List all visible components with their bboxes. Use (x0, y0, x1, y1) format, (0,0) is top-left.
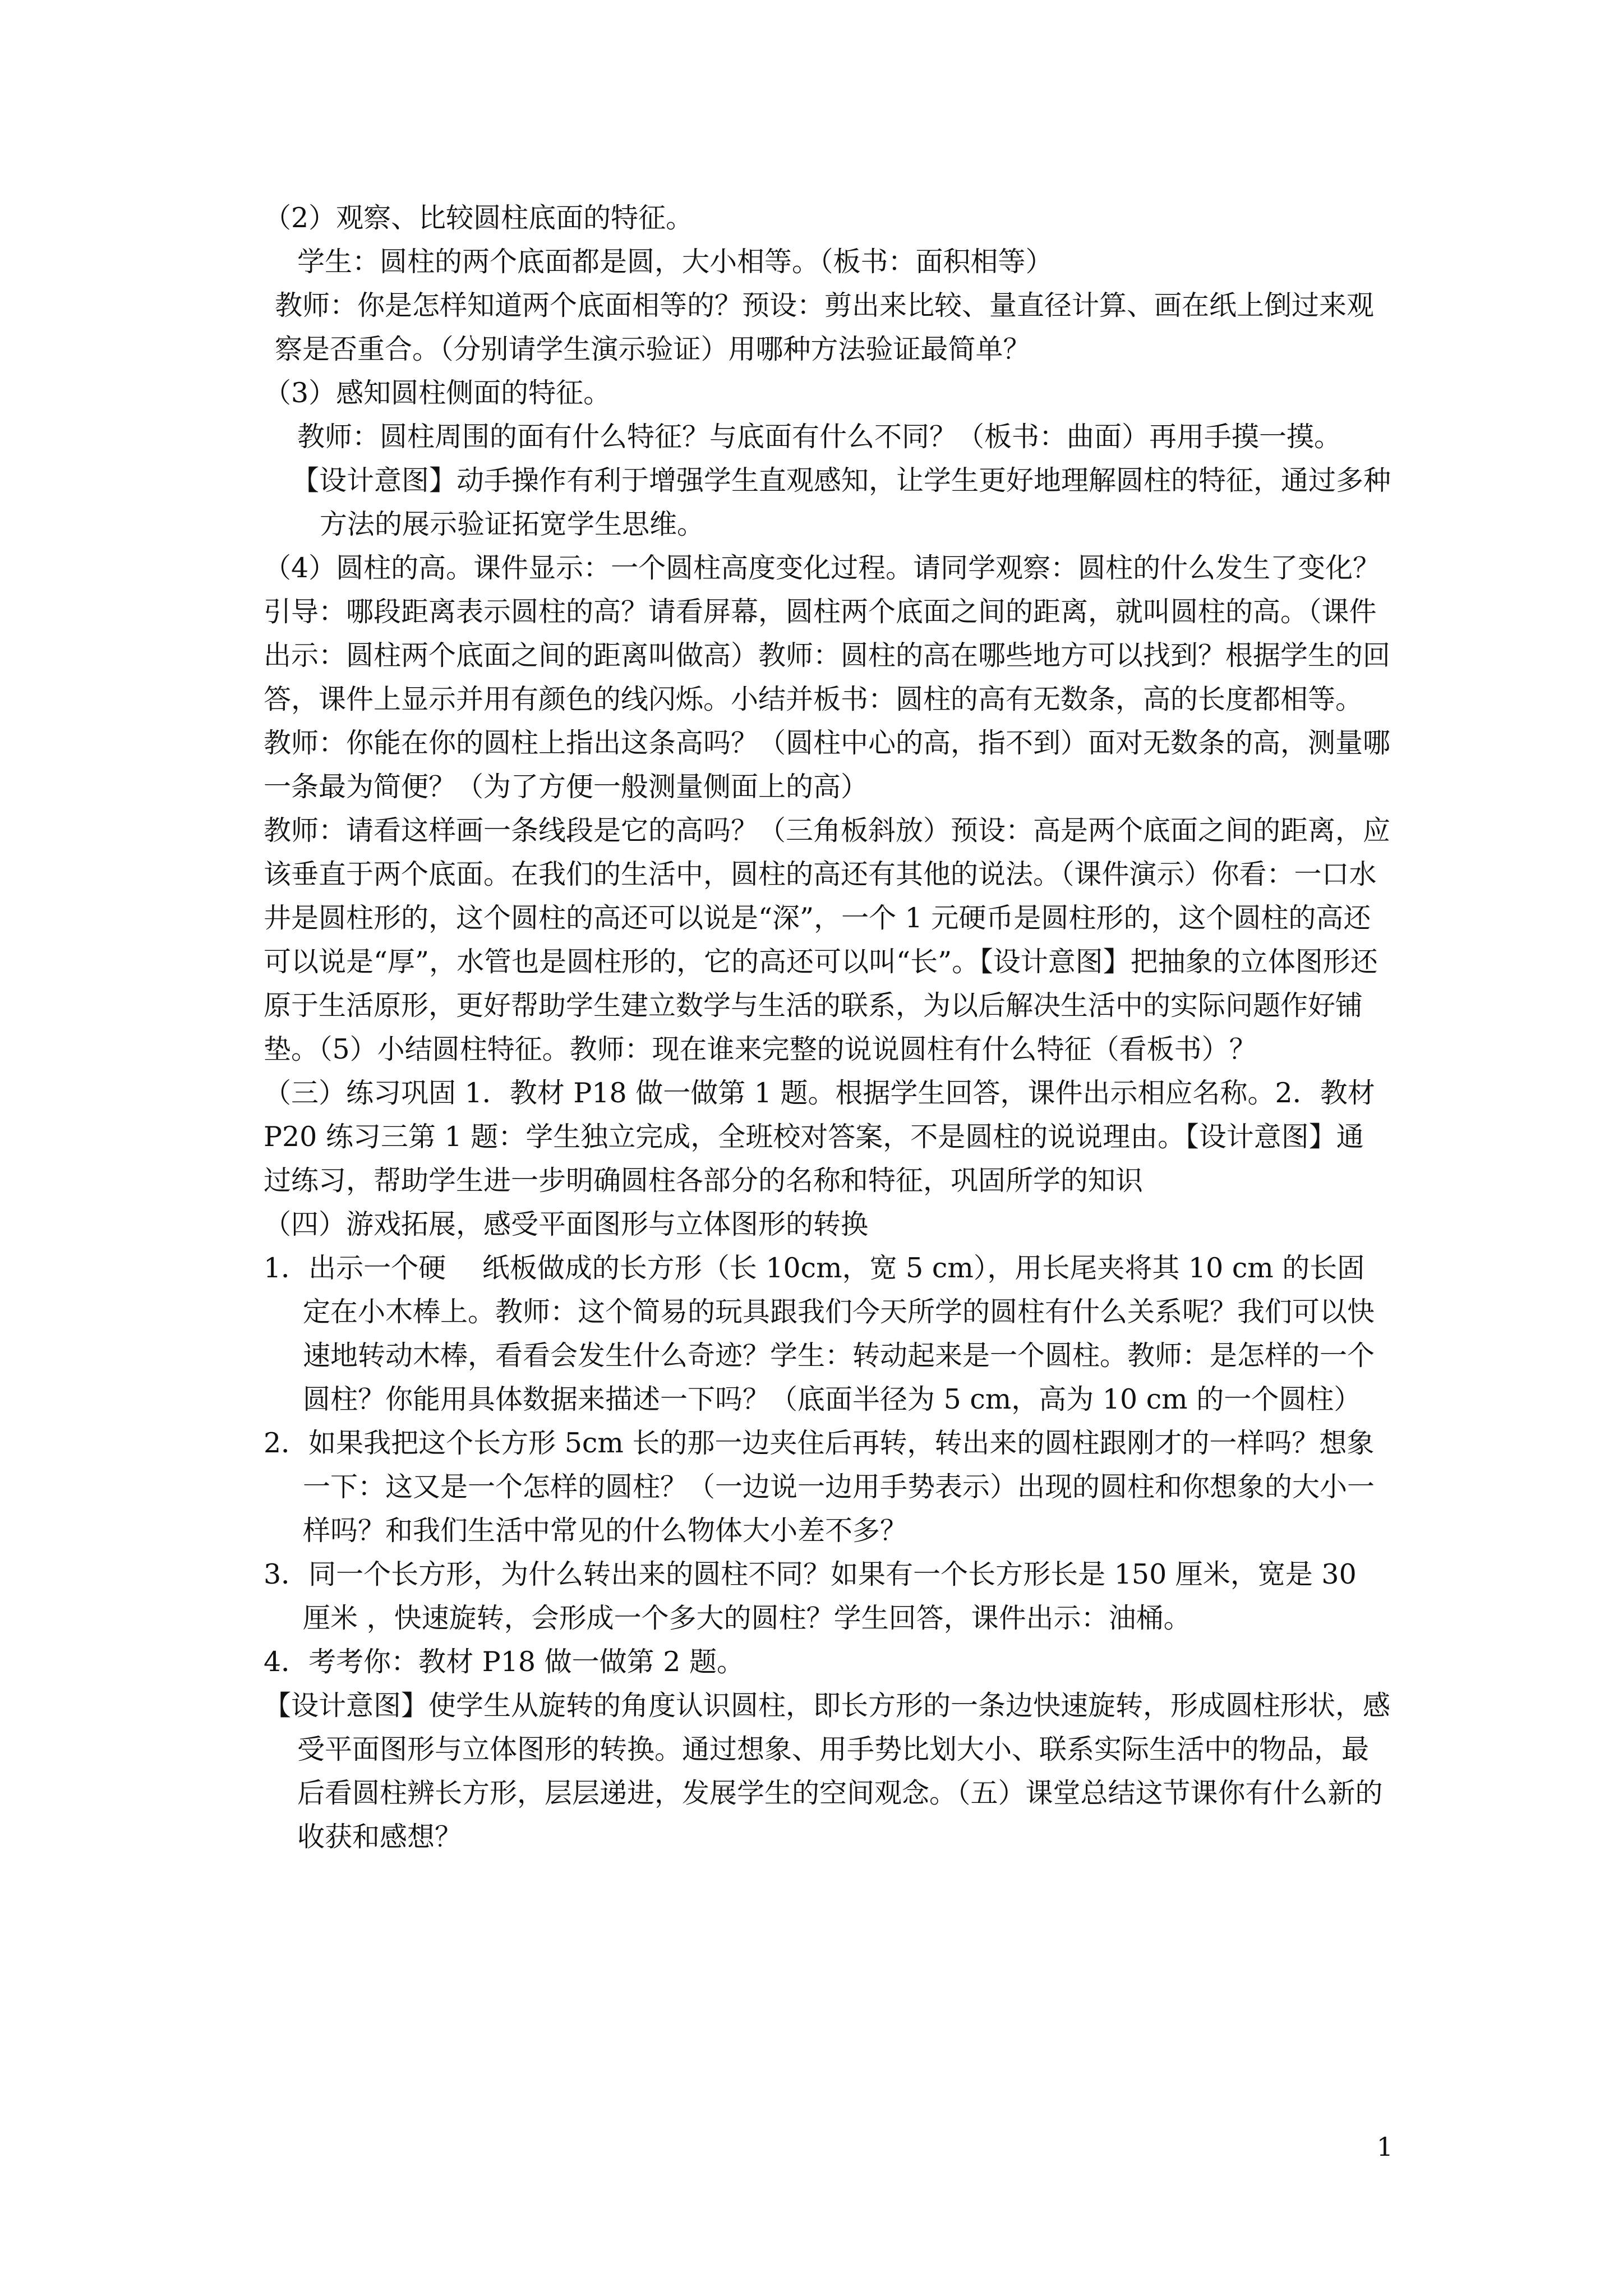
paragraph-1: （2）观察、比较圆柱底面的特征。 (264, 202, 694, 234)
paragraph-design-intent: 【设计意图】使学生从旋转的角度认识圆柱，即长方形的一条边快速旋转，形成圆柱形状，感受平面图形与立体图形的转换。通过想象、用手势比划大小、联系实际生活中的物品，最后看圆柱辨长方形，层层递进，发展学生的空间观念。（五）课堂总结这节课你有什么新的收获和感想？ (264, 1690, 1391, 1853)
paragraph-5: 教师：圆柱周围的面有什么特征？与底面有什么不同？（板书：曲面）再用手摸一摸。 (297, 421, 1342, 453)
list-item-2: 2．如果我把这个长方形 5cm 长的那一边夹住后再转，转出来的圆柱跟刚才的一样吗？想象一下：这又是一个怎样的圆柱？（一边说一边用手势表示）出现的圆柱和你想象的大小一样吗？和我们生活中常见的什么物体大小差不多？ (264, 1427, 1375, 1547)
paragraph-4: （3）感知圆柱侧面的特征。 (264, 377, 611, 409)
list-item-1: 1．出示一个硬 纸板做成的长方形（长 10cm，宽 5 cm），用长尾夹将其 10 cm 的长固定在小木棒上。教师：这个简易的玩具跟我们今天所学的圆柱有什么关系呢？我们可以快速地转动木棒，看看会发生什么奇迹？学生：转动起来是一个圆柱。教师：是怎样的一个圆柱？你能用具体数据来描述一下吗？（底面半径为 5 cm，高为 10 cm 的一个圆柱） (264, 1252, 1375, 1415)
list-item-3: 3．同一个长方形，为什么转出来的圆柱不同？如果有一个长方形长是 150 厘米，宽是 30 厘米 ，快速旋转，会形成一个多大的圆柱？学生回答，课件出示：油桶。 (264, 1558, 1357, 1634)
document-body (264, 196, 1391, 1859)
paragraph-11: （三）练习巩固 1．教材 P18 做一做第 1 题。根据学生回答，课件出示相应名称。2．教材 P20 练习三第 1 题：学生独立完成，全班校对答案，不是圆柱的说说理由。【设计意图】通过练习，帮助学生进一步明确圆柱各部分的名称和特征，巩固所学的知识 (264, 1077, 1375, 1197)
paragraph-9: 教师：你能在你的圆柱上指出这条高吗？（圆柱中心的高，指不到）面对无数条的高，测量哪一条最为简便？（为了方便一般测量侧面上的高） (264, 727, 1391, 803)
paragraph-12: （四）游戏拓展，感受平面图形与立体图形的转换 (264, 1208, 869, 1240)
list-item-4: 4．考考你：教材 P18 做一做第 2 题。 (264, 1646, 744, 1678)
paragraph-7: （4）圆柱的高。课件显示：一个圆柱高度变化过程。请同学观察：圆柱的什么发生了变化？ (264, 552, 1381, 584)
paragraph-2: 学生：圆柱的两个底面都是圆，大小相等。（板书：面积相等） (297, 246, 1053, 278)
paragraph-10: 教师：请看这样画一条线段是它的高吗？（三角板斜放）预设：高是两个底面之间的距离，应该垂直于两个底面。在我们的生活中，圆柱的高还有其他的说法。（课件演示）你看：一口水井是圆柱形的，这个圆柱的高还可以说是“深”，一个 1 元硬币是圆柱形的，这个圆柱的高还可以说是“厚”，水管也是圆柱形的，它的高还可以叫“长”。【设计意图】把抽象的立体图形还原于生活原形，更好帮助学生建立数学与生活的联系，为以后解决生活中的实际问题作好铺垫。（5）小结圆柱特征。教师：现在谁来完整的说说圆柱有什么特征（看板书）？ (264, 815, 1391, 1065)
paragraph-6: 【设计意图】动手操作有利于增强学生直观感知，让学生更好地理解圆柱的特征，通过多种方法的展示验证拓宽学生思维。 (292, 464, 1391, 540)
paragraph-8: 引导：哪段距离表示圆柱的高？请看屏幕，圆柱两个底面之间的距离，就叫圆柱的高。（课件出示：圆柱两个底面之间的距离叫做高）教师：圆柱的高在哪些地方可以找到？根据学生的回答，课件上显示并用有颜色的线闪烁。小结并板书：圆柱的高有无数条，高的长度都相等。 (264, 596, 1391, 715)
page-number: 1 (1376, 2132, 1393, 2162)
paragraph-3: 教师：你是怎样知道两个底面相等的？预设：剪出来比较、量直径计算、画在纸上倒过来观察是否重合。（分别请学生演示验证）用哪种方法验证最简单？ (275, 289, 1375, 365)
